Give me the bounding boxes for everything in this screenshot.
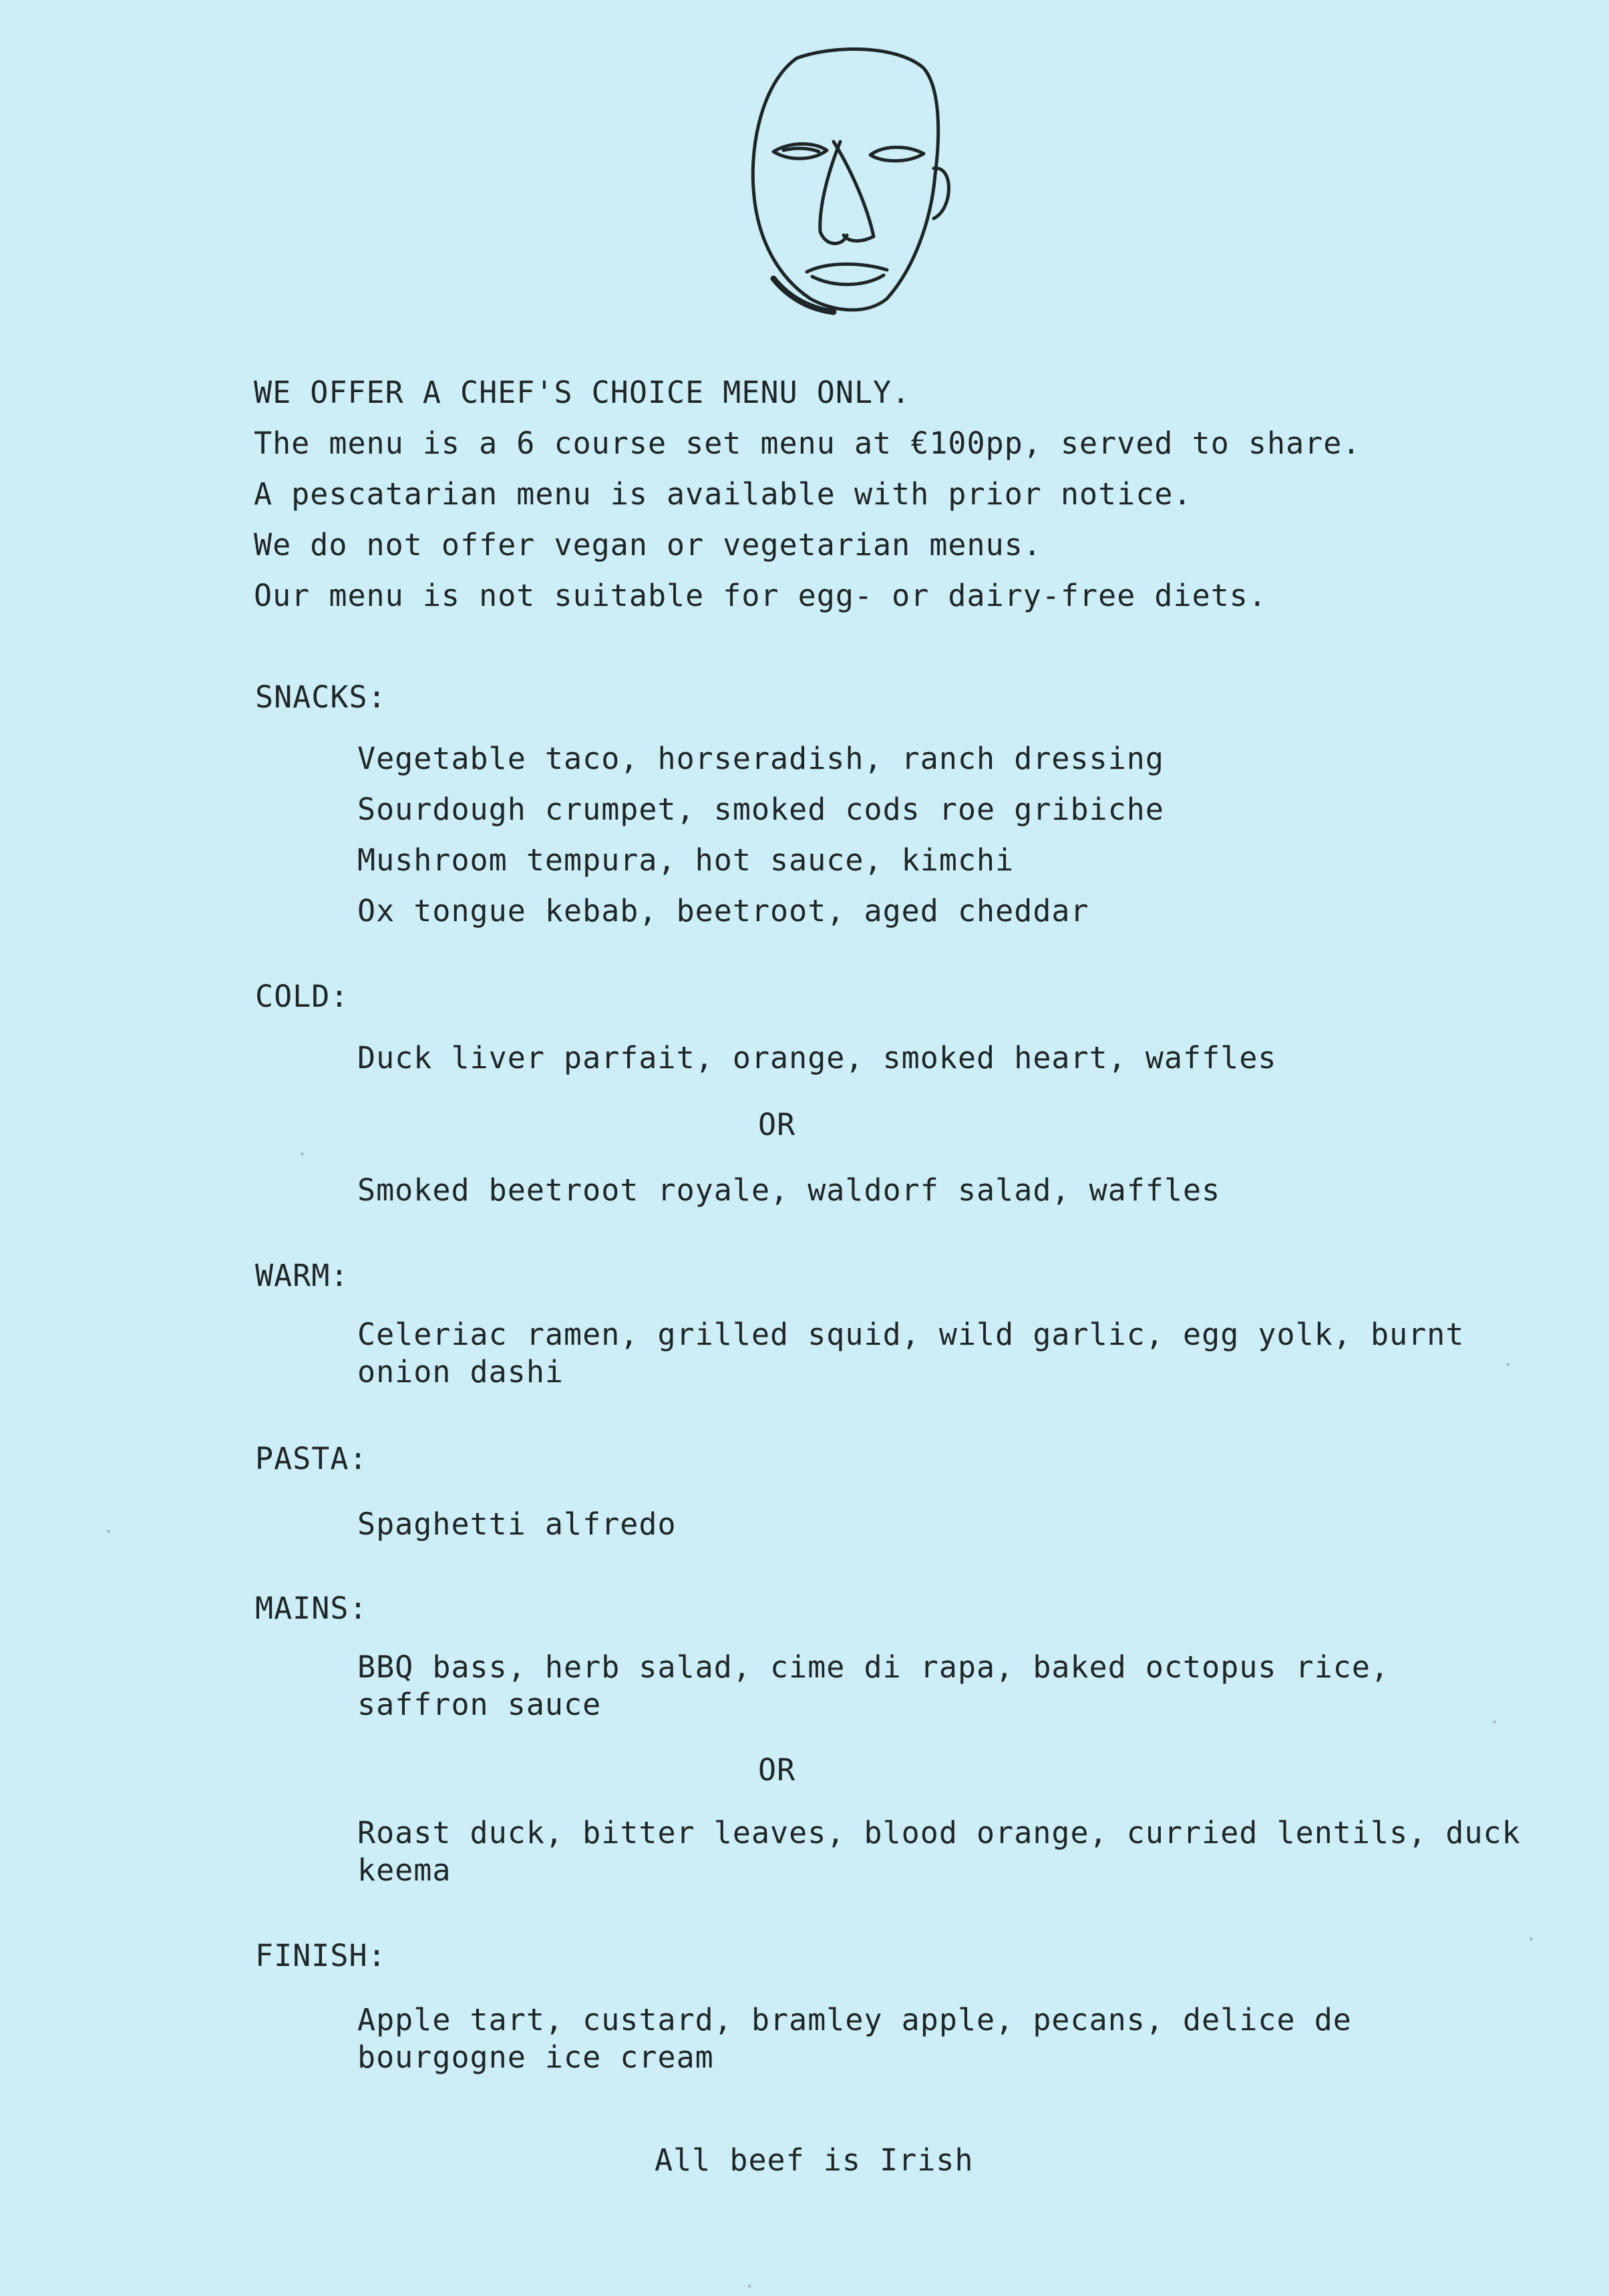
snacks-heading: SNACKS: [255,679,387,715]
snacks-item-2: Sourdough crumpet, smoked cods roe gribiche [357,792,1164,827]
paper-speck [301,1152,304,1156]
cold-item-2: Smoked beetroot royale, waldorf salad, waffles [357,1172,1221,1208]
warm-heading: WARM: [255,1258,349,1293]
intro-line-4: We do not offer vegan or vegetarian menus. [254,527,1042,562]
paper-speck [1493,1720,1496,1724]
snacks-item-3: Mushroom tempura, hot sauce, kimchi [357,842,1015,878]
mains-item-1: BBQ bass, herb salad, cime di rapa, baked octopus rice, saffron sauce [357,1649,1390,1722]
cold-item-1: Duck liver parfait, orange, smoked heart, waffles [357,1040,1277,1076]
finish-item-1: Apple tart, custard, bramley apple, pecans, delice de bourgogne ice cream [357,2002,1352,2075]
snacks-item-1: Vegetable taco, horseradish, ranch dressing [357,741,1164,776]
paper-speck [107,1530,110,1533]
mains-heading: MAINS: [255,1591,368,1626]
paper-speck [1506,1363,1509,1366]
pasta-item-1: Spaghetti alfredo [357,1506,677,1542]
cold-or-label: OR [758,1107,796,1142]
footer-note: All beef is Irish [655,2142,974,2178]
intro-line-2: The menu is a 6 course set menu at €100pp, served to share. [254,426,1361,461]
pasta-heading: PASTA: [255,1441,368,1476]
face-drawing-icon [733,41,960,322]
intro-line-3: A pescatarian menu is available with prior notice. [254,476,1192,512]
warm-item-1: Celeriac ramen, grilled squid, wild garlic, egg yolk, burnt onion dashi [357,1317,1465,1389]
cold-heading: COLD: [255,979,349,1014]
paper-speck [748,2285,751,2288]
intro-line-1: WE OFFER A CHEF'S CHOICE MENU ONLY. [254,375,911,410]
snacks-item-4: Ox tongue kebab, beetroot, aged cheddar [357,893,1089,929]
intro-line-5: Our menu is not suitable for egg- or dairy-free diets. [254,578,1267,613]
mains-or-label: OR [758,1752,796,1788]
finish-heading: FINISH: [255,1938,387,1973]
mains-item-2: Roast duck, bitter leaves, blood orange, curried lentils, duck keema [357,1815,1521,1888]
paper-speck [1530,1937,1533,1941]
